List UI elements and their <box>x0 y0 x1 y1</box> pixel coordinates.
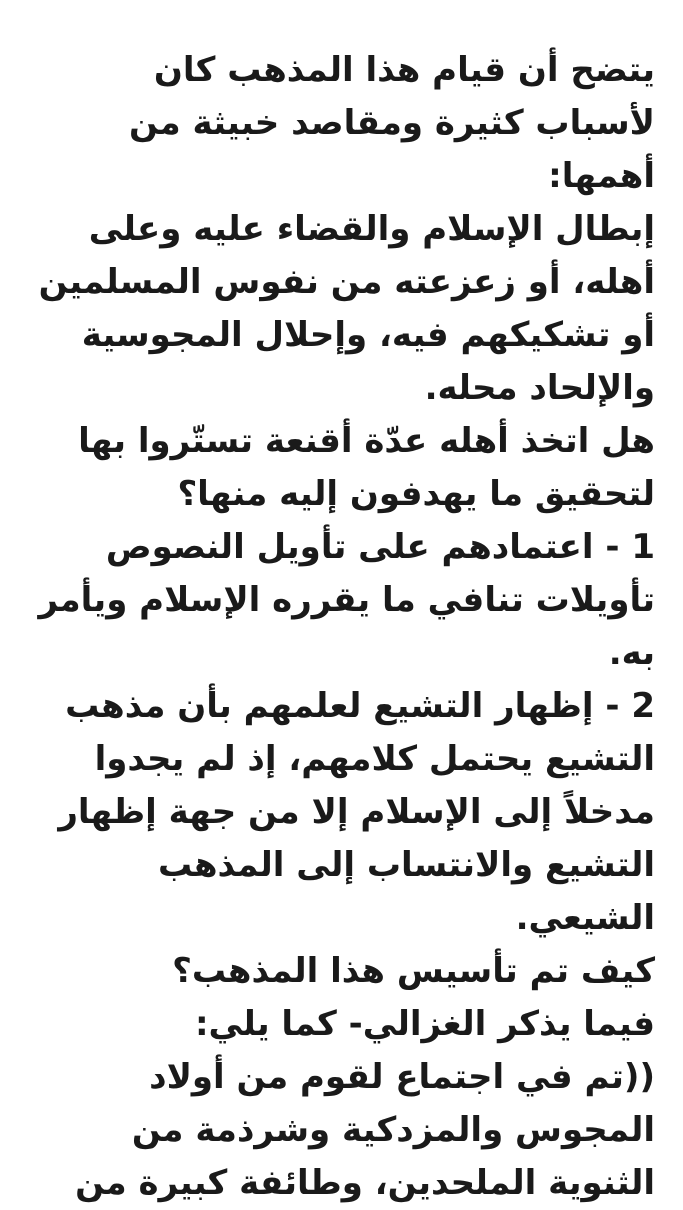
text-line: التشيع والانتساب إلى المذهب <box>157 845 655 885</box>
text-line: أهله، أو زعزعته من نفوس المسلمين <box>38 262 655 302</box>
text-line: المجوس والمزدكية وشرذمة من <box>131 1110 655 1150</box>
text-line: أو تشكيكهم فيه، وإحلال المجوسية <box>81 315 655 355</box>
text-line: التشيع يحتمل كلامهم، إذ لم يجدوا <box>94 739 655 779</box>
text-line: ((تم في اجتماع لقوم من أولاد <box>149 1057 655 1097</box>
text-line: يتضح أن قيام هذا المذهب كان <box>153 50 655 90</box>
text-line: لتحقيق ما يهدفون إليه منها؟ <box>177 474 655 514</box>
text-line: لأسباب كثيرة ومقاصد خبيثة من <box>129 103 655 143</box>
text-line: 2 - إظهار التشيع لعلمهم بأن مذهب <box>65 686 655 726</box>
text-line: تأويلات تنافي ما يقرره الإسلام ويأمر <box>38 580 655 620</box>
text-line: مدخلاً إلى الإسلام إلا من جهة إظهار <box>58 792 655 832</box>
text-line: فيما يذكر الغزالي- كما يلي: <box>194 1004 655 1044</box>
text-line: إبطال الإسلام والقضاء عليه وعلى <box>88 209 655 249</box>
text-line: كيف تم تأسيس هذا المذهب؟ <box>172 951 655 991</box>
text-line: أهمها: <box>548 156 655 196</box>
document-text <box>28 44 655 1210</box>
text-line: الشيعي. <box>515 898 655 938</box>
text-line: به. <box>608 633 655 673</box>
text-line: 1 - اعتمادهم على تأويل النصوص <box>105 527 655 567</box>
text-line: الثنوية الملحدين، وطائفة كبيرة من <box>75 1163 655 1203</box>
text-line: والإلحاد محله. <box>424 368 655 408</box>
text-line: هل اتخذ أهله عدّة أقنعة تستّروا بها <box>78 421 655 461</box>
